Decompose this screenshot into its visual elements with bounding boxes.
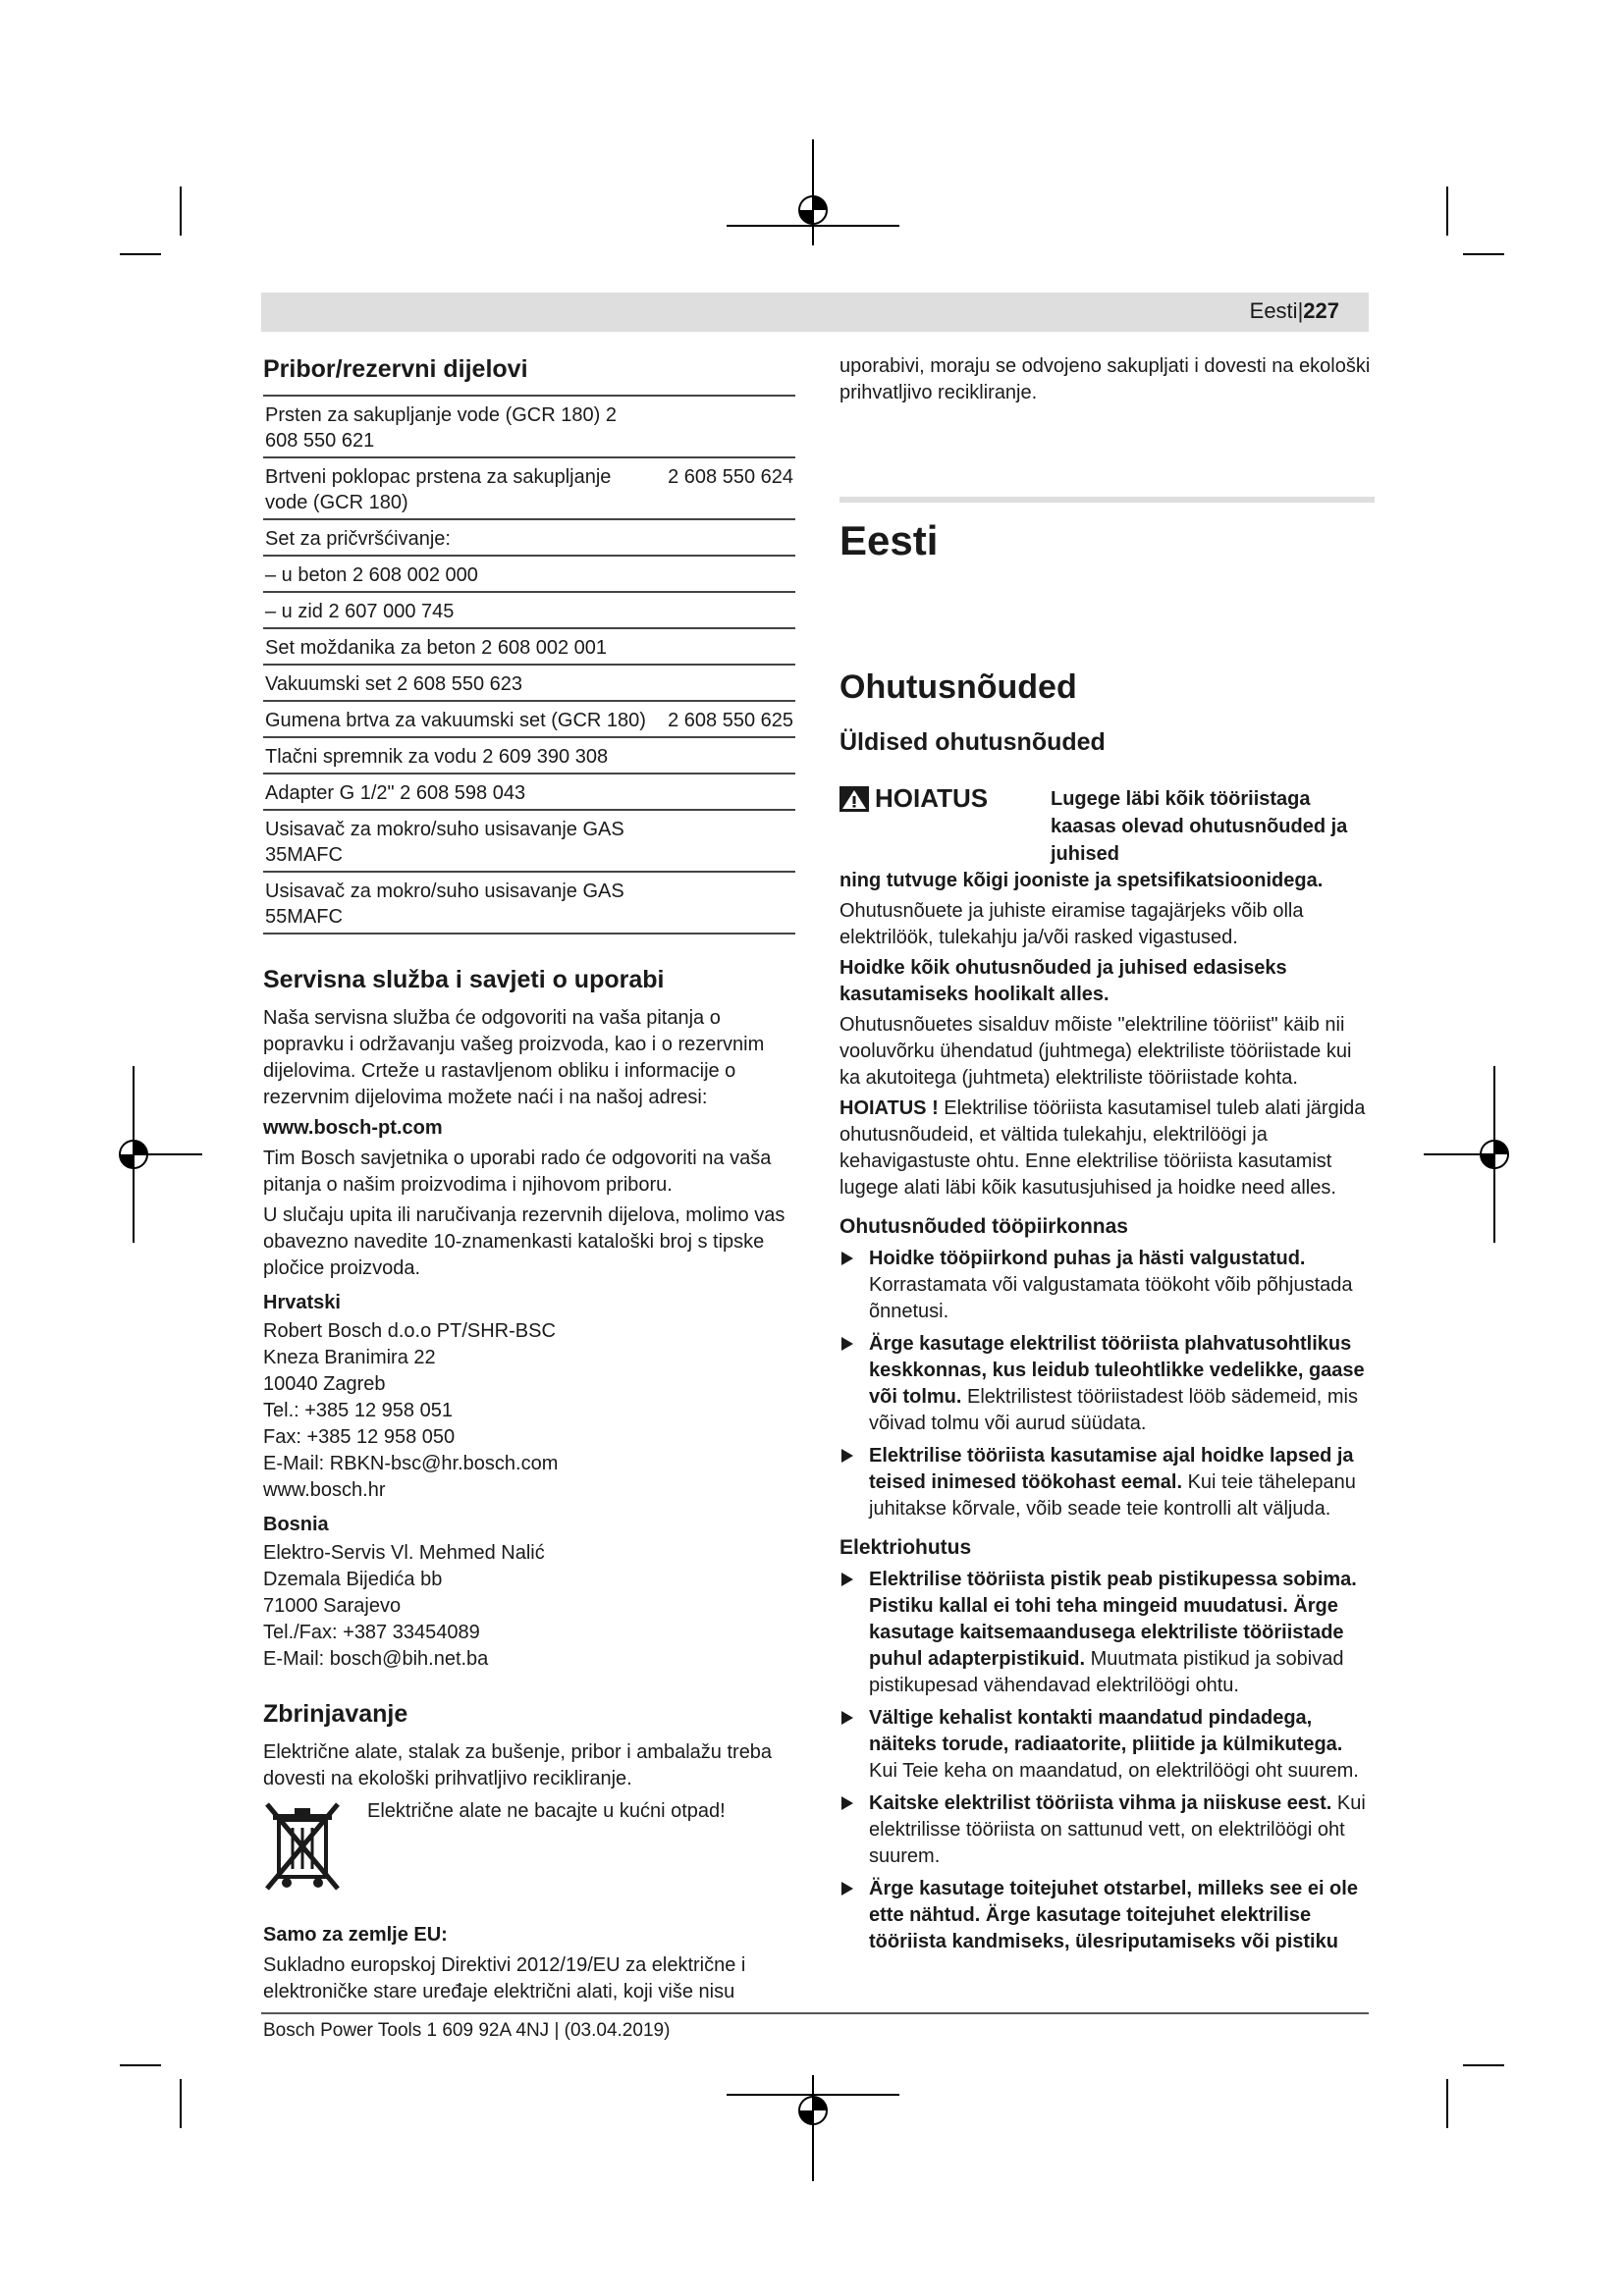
parts-table bbox=[263, 395, 795, 934]
part-name: Vakuumski set 2 608 550 623 bbox=[263, 665, 648, 701]
table-row bbox=[263, 592, 795, 628]
table-row bbox=[263, 701, 795, 737]
warning-triangle-icon bbox=[839, 786, 869, 812]
keep-instructions-text: Hoidke kõik ohutusnõuded ja juhised edasiseks kasutamiseks hoolikalt alles. bbox=[839, 957, 1287, 1005]
item-text: Muutmata pistikud ja sobivad pistikupesad vähendavad elektrilöögi ohtu. bbox=[869, 1648, 1344, 1696]
contact-line: E-Mail: bosch@bih.net.ba bbox=[263, 1648, 489, 1670]
part-code bbox=[648, 810, 795, 872]
page-number bbox=[1250, 298, 1339, 324]
part-code bbox=[648, 665, 795, 701]
safety-title: Ohutusnõuded bbox=[839, 668, 1077, 706]
table-row bbox=[263, 457, 795, 519]
language-title-rule bbox=[839, 497, 1375, 503]
item-bold: Hoidke tööpiirkond puhas ja hästi valgustatud. bbox=[869, 1248, 1306, 1269]
registration-mark-right bbox=[1424, 1066, 1512, 1243]
contact-line: Robert Bosch d.o.o PT/SHR-BSC bbox=[263, 1320, 556, 1342]
list-item bbox=[839, 1705, 1375, 1785]
table-row bbox=[263, 519, 795, 556]
electric-safety-list bbox=[839, 1567, 1375, 1955]
contact-line: 71000 Sarajevo bbox=[263, 1595, 402, 1617]
registration-mark-top bbox=[727, 137, 899, 247]
hoiatus-text: Elektrilise tööriista kasutamisel tuleb alati järgida ohutusnõudeid, et vältida tulekahju, elektrilöögi ja kehavigastuste ohtu. Enne elektrilise tööriista kasutamist lugege alati läbi kõik kasutusjuhised ja hoidke need alles. bbox=[839, 1097, 1366, 1199]
part-name: Set moždanika za beton 2 608 002 001 bbox=[263, 628, 648, 665]
item-text: Kui Teie keha on maandatud, on elektrilöögi oht suurem. bbox=[869, 1760, 1359, 1782]
parts-title: Pribor/rezervni dijelovi bbox=[263, 355, 528, 383]
part-name: Tlačni spremnik za vodu 2 609 390 308 bbox=[263, 737, 648, 774]
contact-line: Elektro-Servis Vl. Mehmed Nalić bbox=[263, 1542, 545, 1564]
right-column bbox=[839, 353, 1375, 1961]
hoiatus-bold: HOIATUS ! bbox=[839, 1097, 939, 1119]
term-definition-text: Ohutusnõuetes sisalduv mõiste "elektriline tööriist" käib nii vooluvõrku ühendatud (juhtmega) elektriliste tööriistade kui ka akutoitega (juhtmeta) elektriliste tööriistade kohta. bbox=[839, 1014, 1352, 1089]
warning-lead-continued: ning tutvuge kõigi jooniste ja spetsifikatsioonidega. bbox=[839, 870, 1324, 891]
left-column bbox=[263, 353, 795, 2009]
eu-text: Sukladno europskoj Direktivi 2012/19/EU za električne i elektroničke stare uređaje električni alati, koji više nisu bbox=[263, 1954, 746, 2002]
header-page: 227 bbox=[1303, 298, 1339, 323]
part-code bbox=[648, 556, 795, 592]
part-code: 2 608 550 625 bbox=[648, 701, 795, 737]
part-name: – u beton 2 608 002 000 bbox=[263, 556, 648, 592]
part-name: Prsten za sakupljanje vode (GCR 180) 2 608 550 621 bbox=[263, 396, 648, 457]
part-code bbox=[648, 396, 795, 457]
language-title: Eesti bbox=[839, 517, 939, 563]
footer-text: Bosch Power Tools 1 609 92A 4NJ | (03.04.2019) bbox=[263, 2020, 671, 2041]
contact-line: Kneza Branimira 22 bbox=[263, 1347, 436, 1368]
contact-line: Dzemala Bijedića bb bbox=[263, 1569, 443, 1590]
bullet-triangle-icon bbox=[841, 1882, 853, 1896]
part-code bbox=[648, 737, 795, 774]
disposal-bin-text: Električne alate ne bacajte u kućni otpad! bbox=[367, 1800, 726, 1822]
part-name: Gumena brtva za vakuumski set (GCR 180) bbox=[263, 701, 648, 737]
service-title: Servisna služba i savjeti o uporabi bbox=[263, 966, 665, 993]
workplace-safety-list bbox=[839, 1246, 1375, 1522]
part-name: Brtveni poklopac prstena za sakupljanje vode (GCR 180) bbox=[263, 457, 648, 519]
contact-line: Fax: +385 12 958 050 bbox=[263, 1426, 456, 1448]
part-code bbox=[648, 519, 795, 556]
part-name: Usisavač za mokro/suho usisavanje GAS 35MAFC bbox=[263, 810, 648, 872]
item-bold: Ärge kasutage toitejuhet otstarbel, milleks see ei ole ette nähtud. Ärge kasutage toitejuhet elektrilise tööriista kandmiseks, ülesriputamiseks või pistiku bbox=[869, 1878, 1358, 1952]
disposal-notice bbox=[263, 1798, 795, 1893]
bullet-triangle-icon bbox=[841, 1337, 853, 1351]
bullet-triangle-icon bbox=[841, 1573, 853, 1586]
contact-block-hr bbox=[263, 1290, 795, 1504]
table-row bbox=[263, 396, 795, 457]
crossed-bin-icon bbox=[263, 1798, 342, 1893]
list-item bbox=[839, 1443, 1375, 1522]
workplace-safety-title: Ohutusnõuded tööpiirkonnas bbox=[839, 1215, 1128, 1238]
contact-title: Hrvatski bbox=[263, 1292, 341, 1313]
bullet-triangle-icon bbox=[841, 1796, 853, 1810]
registration-mark-bottom bbox=[727, 2073, 899, 2183]
service-url[interactable]: www.bosch-pt.com bbox=[263, 1117, 443, 1139]
electric-safety-title: Elektriohutus bbox=[839, 1536, 972, 1559]
contact-line: Tel./Fax: +387 33454089 bbox=[263, 1622, 480, 1643]
contact-line: Tel.: +385 12 958 051 bbox=[263, 1400, 453, 1421]
item-bold: Elektrilise tööriista kasutamise ajal hoidke lapsed ja teised inimesed töökohast eemal. bbox=[869, 1445, 1354, 1493]
list-item bbox=[839, 1246, 1375, 1325]
contact-line: 10040 Zagreb bbox=[263, 1373, 386, 1395]
hoiatus-paragraph bbox=[839, 1095, 1375, 1201]
warning-label-text: HOIATUS bbox=[875, 783, 989, 813]
contact-line: E-Mail: RBKN-bsc@hr.bosch.com bbox=[263, 1453, 559, 1474]
page-header-bar bbox=[261, 293, 1369, 332]
item-text: Kui elektrilisse tööriista on sattunud vett, on elektrilöögi oht suurem. bbox=[869, 1792, 1366, 1867]
list-item bbox=[839, 1567, 1375, 1699]
item-bold: Elektrilise tööriista pistik peab pistikupessa sobima. Pistiku kallal ei tohi teha mingeid muudatusi. Ärge kasutage kaitsemaandusega elektriliste tööriistade puhul adapterpistikuid. bbox=[869, 1569, 1357, 1670]
warning-lead: Lugege läbi kõik tööriistaga kaasas olevad ohutusnõuded ja juhised bbox=[1051, 788, 1348, 865]
list-item bbox=[839, 1331, 1375, 1437]
header-separator: | bbox=[1297, 298, 1304, 323]
part-name: Adapter G 1/2" 2 608 598 043 bbox=[263, 774, 648, 810]
part-name: – u zid 2 607 000 745 bbox=[263, 592, 648, 628]
table-row bbox=[263, 872, 795, 934]
general-safety-title: Üldised ohutusnõuded bbox=[839, 728, 1106, 756]
part-name: Set za pričvršćivanje: bbox=[263, 519, 648, 556]
contact-block-ba bbox=[263, 1512, 795, 1673]
warning-label bbox=[839, 785, 988, 812]
bullet-triangle-icon bbox=[841, 1252, 853, 1265]
table-row bbox=[263, 737, 795, 774]
table-row bbox=[263, 556, 795, 592]
service-paragraph-1: Naša servisna služba će odgovoriti na vaša pitanja o popravku i održavanju vašeg proizvoda, kao i o rezervnim dijelovima. Crteže u rastavljenom obliku i informacije o rezervnim dijelovima možete naći i na našoj adresi: bbox=[263, 1007, 765, 1108]
registration-mark-left bbox=[114, 1066, 202, 1243]
part-code bbox=[648, 592, 795, 628]
continuation-text: uporabivi, moraju se odvojeno sakupljati i dovesti na ekološki prihvatljivo recikliranje. bbox=[839, 355, 1371, 403]
part-code bbox=[648, 628, 795, 665]
table-row bbox=[263, 810, 795, 872]
item-bold: Vältige kehalist kontakti maandatud pindadega, näiteks torude, radiaatorite, pliitide ja külmikutega. bbox=[869, 1707, 1343, 1755]
part-code bbox=[648, 774, 795, 810]
table-row bbox=[263, 665, 795, 701]
item-text: Korrastamata või valgustamata töökoht võib põhjustada õnnetusi. bbox=[869, 1274, 1353, 1322]
disposal-title: Zbrinjavanje bbox=[263, 1700, 408, 1728]
bullet-triangle-icon bbox=[841, 1449, 853, 1463]
table-row bbox=[263, 628, 795, 665]
footer-rule bbox=[261, 2012, 1369, 2014]
item-text: Elektrilistest tööriistadest lööb sädemeid, mis võivad tolmu või aurud süüdata. bbox=[869, 1386, 1358, 1434]
part-code bbox=[648, 872, 795, 934]
contact-line: www.bosch.hr bbox=[263, 1479, 386, 1501]
item-bold: Ärge kasutage elektrilist tööriista plahvatusohtlikus keskkonnas, kus leidub tuleohtlikke vedelikke, gaase või tolmu. bbox=[869, 1333, 1365, 1408]
warning-row bbox=[839, 785, 1375, 868]
table-row bbox=[263, 774, 795, 810]
part-code: 2 608 550 624 bbox=[648, 457, 795, 519]
warning-text: Ohutusnõuete ja juhiste eiramise tagajärjeks võib olla elektrilöök, tulekahju ja/või rasked vigastused. bbox=[839, 900, 1304, 948]
list-item bbox=[839, 1876, 1375, 1955]
list-item bbox=[839, 1790, 1375, 1870]
disposal-paragraph: Električne alate, stalak za bušenje, pribor i ambalažu treba dovesti na ekološki prihvatljivo recikliranje. bbox=[263, 1741, 773, 1789]
contact-title: Bosnia bbox=[263, 1514, 329, 1535]
part-name: Usisavač za mokro/suho usisavanje GAS 55MAFC bbox=[263, 872, 648, 934]
item-text: Kui teie tähelepanu juhitakse kõrvale, võib seade teie kontrolli alt väljuda. bbox=[869, 1471, 1356, 1520]
header-section: Eesti bbox=[1249, 298, 1298, 323]
service-paragraph-3: U slučaju upita ili naručivanja rezervnih dijelova, molimo vas obavezno navedite 10-znamenkasti kataloški broj s tipske pločice proizvoda. bbox=[263, 1204, 785, 1279]
eu-title: Samo za zemlje EU: bbox=[263, 1924, 448, 1946]
service-paragraph-2: Tim Bosch savjetnika o uporabi rado će odgovoriti na vaša pitanja o našim proizvodima i njihovom priboru. bbox=[263, 1148, 772, 1196]
bullet-triangle-icon bbox=[841, 1711, 853, 1725]
item-bold: Kaitske elektrilist tööriista vihma ja niiskuse eest. bbox=[869, 1792, 1332, 1814]
